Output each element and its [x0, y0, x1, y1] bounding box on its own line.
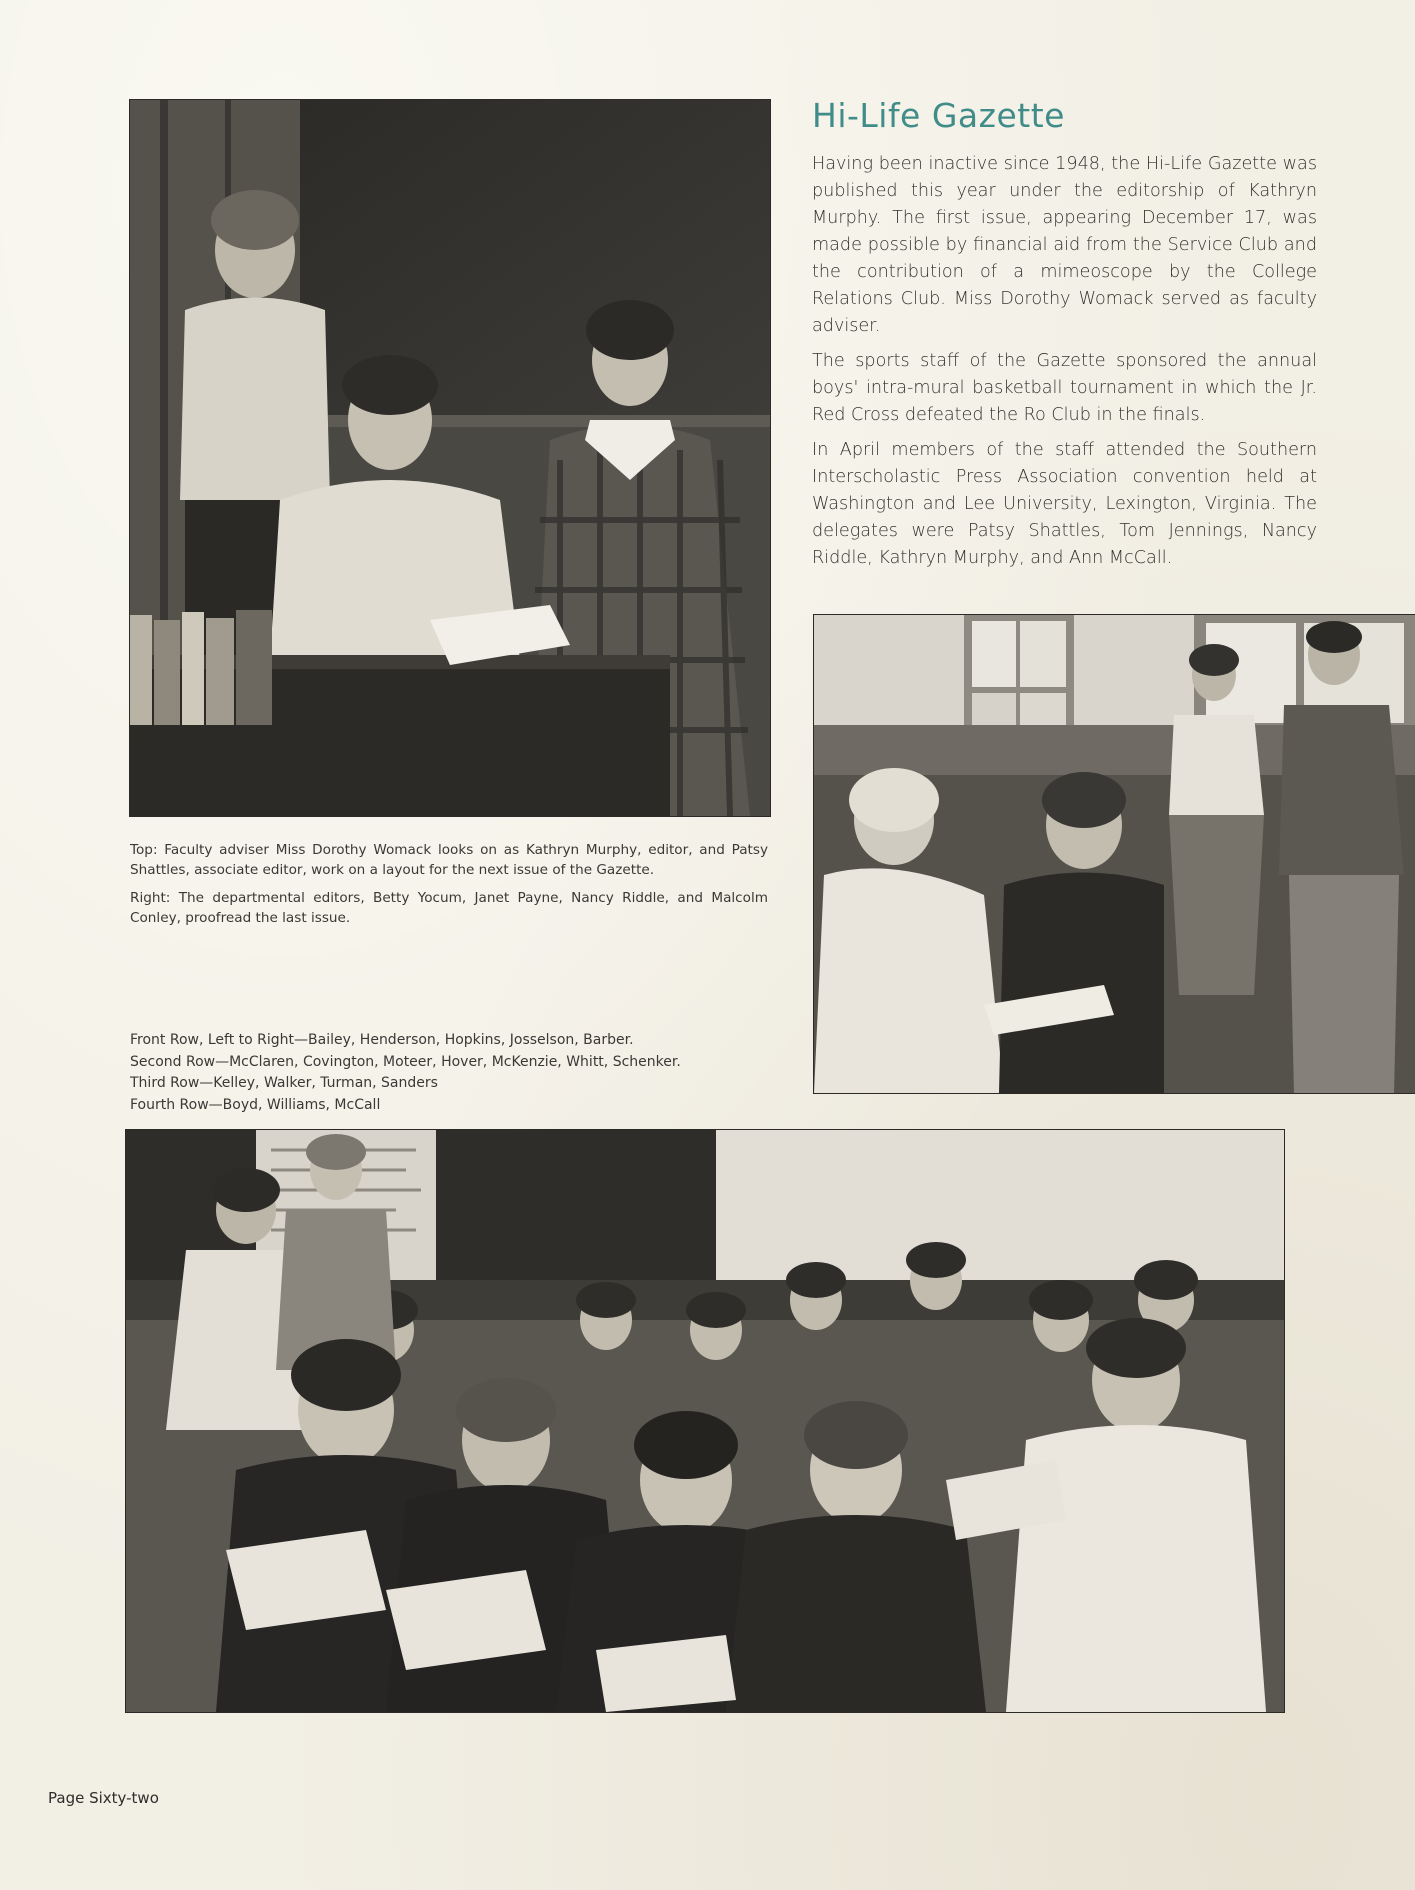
row-second: Second Row—McClaren, Covington, Moteer, Hover, McKenzie, Whitt, Schenker. [130, 1053, 681, 1070]
paragraph-history: Having been inactive since 1948, the Hi-Life Gazette was published this year under the editorship of Kathryn Murphy. The first issue, appearing December 17, was made possible by financial aid from the Service Club and the contribution of a mimeoscope by the College Relations Club. Miss Dorothy Womack served as faculty adviser. [812, 154, 1317, 336]
photo-captions [130, 840, 768, 936]
photo-staff-image [126, 1130, 1284, 1712]
paragraph-sports: The sports staff of the Gazette sponsored the annual boys' intra-mural basketball tournament in which the Jr. Red Cross defeated the Ro Club in the finals. [812, 351, 1317, 425]
photo-departmental-editors [814, 615, 1415, 1093]
page-title: Hi-Life Gazette [812, 96, 1065, 135]
group-photo-names [130, 1030, 780, 1116]
photo-staff-group [126, 1130, 1284, 1712]
row-third: Third Row—Kelley, Walker, Turman, Sanders [130, 1075, 438, 1091]
row-front: Front Row, Left to Right—Bailey, Henderson, Hopkins, Josselson, Barber. [130, 1032, 634, 1048]
row-fourth: Fourth Row—Boyd, Williams, McCall [130, 1096, 381, 1113]
caption-top: Top: Faculty adviser Miss Dorothy Womack looks on as Kathryn Murphy, editor, and Patsy Shattles, associate editor, work on a layout for the next issue of the Gazette. [130, 842, 768, 878]
page-number: Page Sixty-two [48, 1789, 159, 1807]
photo-editors-image [130, 100, 770, 816]
photo-editors-at-desk [130, 100, 770, 816]
paragraph-convention: In April members of the staff attended the Southern Interscholastic Press Association convention held at Washington and Lee University, Lexington, Virginia. The delegates were Patsy Shattles, Tom Jennings, Nancy Riddle, Kathryn Murphy, and Ann McCall. [812, 440, 1317, 568]
photo-departmental-image [814, 615, 1415, 1093]
caption-right: Right: The departmental editors, Betty Yocum, Janet Payne, Nancy Riddle, and Malcolm Conley, proofread the last issue. [130, 890, 768, 926]
article-body [812, 151, 1317, 580]
